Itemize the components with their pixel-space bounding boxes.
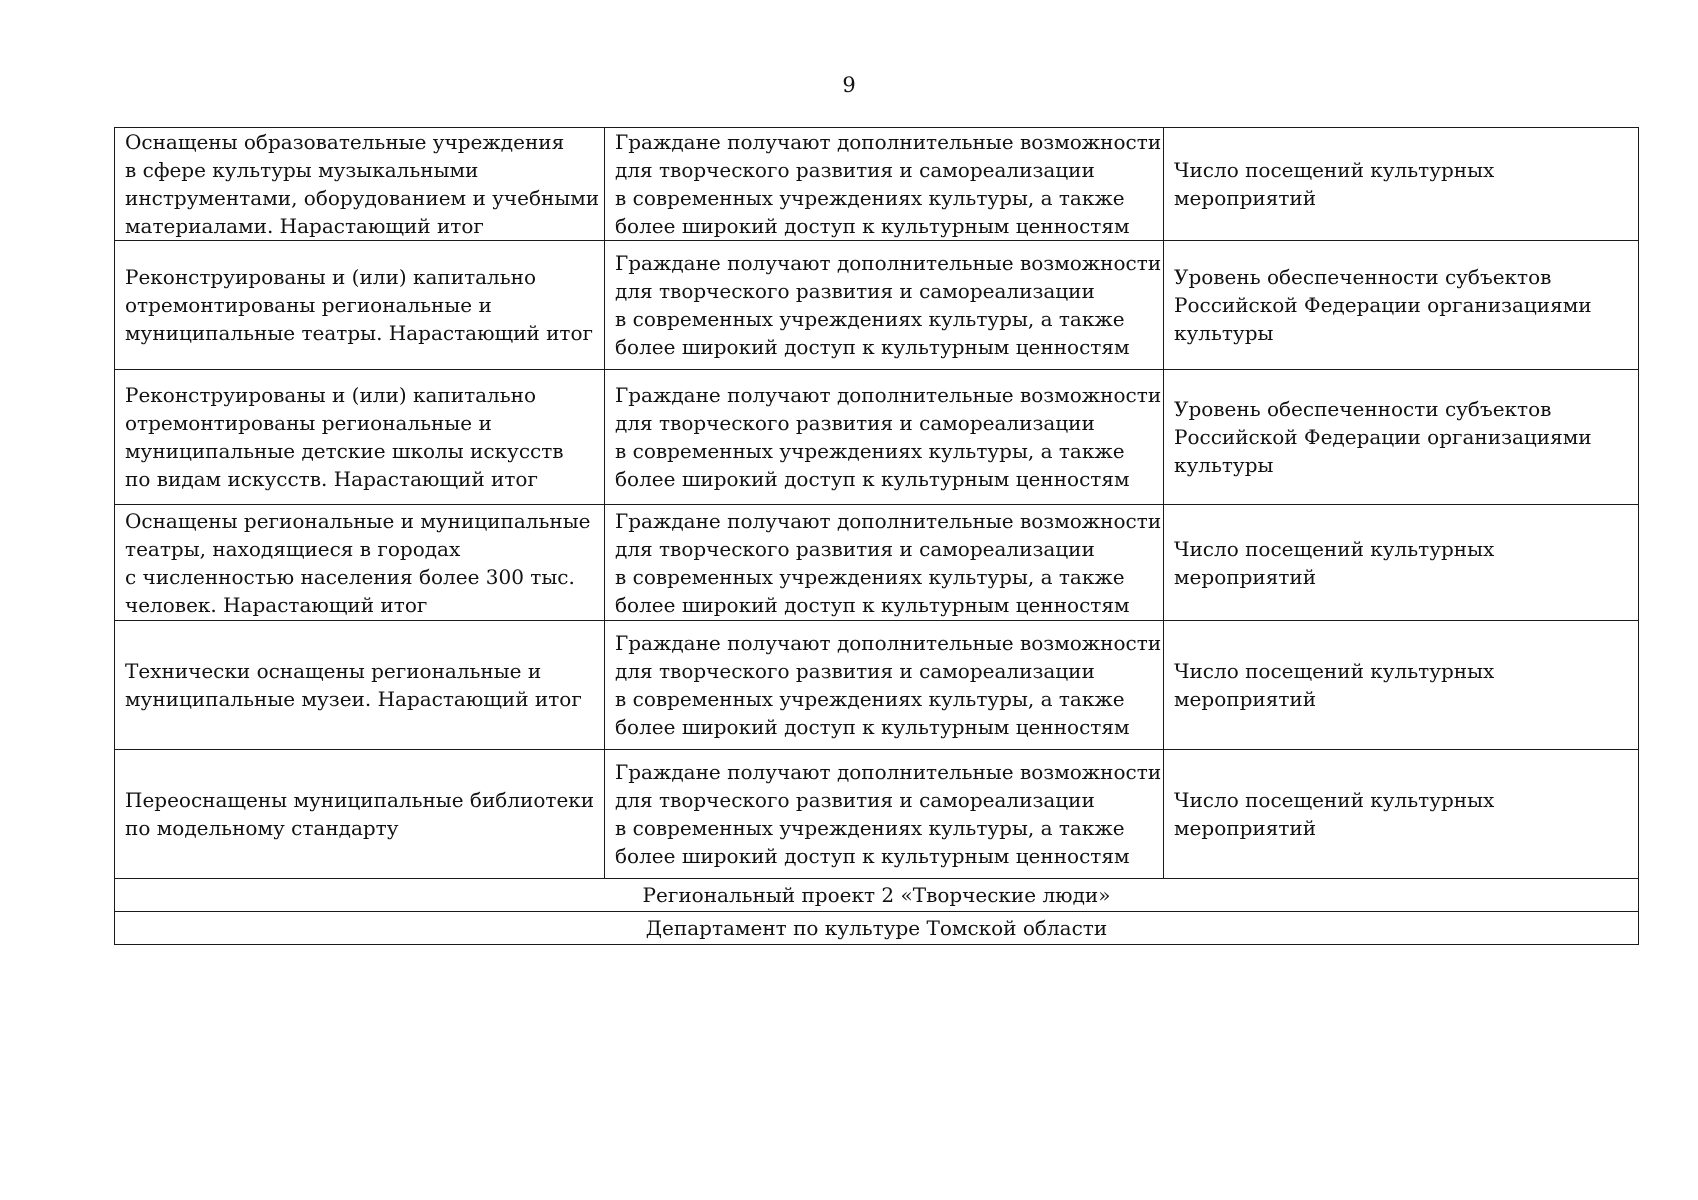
cell-line: более широкий доступ к культурным ценностям bbox=[615, 592, 1130, 617]
cell-line: в сфере культуры музыкальными bbox=[125, 158, 479, 182]
table-row bbox=[115, 621, 1639, 750]
cell-line: по видам искусств. Нарастающий итог bbox=[125, 467, 538, 491]
cell-line: для творческого развития и самореализации bbox=[615, 279, 1095, 303]
cell-line: Реконструированы и (или) капитально bbox=[125, 383, 537, 407]
cell-line: Граждане получают дополнительные возможности bbox=[615, 251, 1162, 275]
result-cell bbox=[115, 505, 605, 621]
cell-line: отремонтированы региональные и bbox=[125, 411, 492, 435]
cell-line: Переоснащены муниципальные библиотеки bbox=[125, 788, 595, 812]
cell-line: отремонтированы региональные и bbox=[125, 293, 492, 317]
cell-line: муниципальные театры. Нарастающий итог bbox=[125, 321, 594, 345]
cell-line: Число посещений культурных bbox=[1174, 788, 1495, 812]
cell-line: мероприятий bbox=[1174, 816, 1317, 840]
cell-line: для творческого развития и самореализации bbox=[615, 788, 1095, 812]
cell-line: по модельному стандарту bbox=[125, 816, 399, 840]
cell-line: более широкий доступ к культурным ценностям bbox=[615, 335, 1130, 359]
cell-line: Оснащены образовательные учреждения bbox=[125, 130, 565, 154]
cell-line: муниципальные детские школы искусств bbox=[125, 439, 564, 463]
indicator-cell bbox=[1164, 370, 1639, 505]
cell-line: в современных учреждениях культуры, а также bbox=[615, 687, 1125, 711]
effect-cell bbox=[605, 621, 1164, 750]
cell-line: муниципальные музеи. Нарастающий итог bbox=[125, 687, 582, 711]
result-cell bbox=[115, 621, 605, 750]
indicator-cell bbox=[1164, 241, 1639, 370]
cell-line: Число посещений культурных bbox=[1174, 536, 1495, 561]
cell-line: Технически оснащены региональные и bbox=[125, 659, 542, 683]
cell-line: для творческого развития и самореализации bbox=[615, 411, 1095, 435]
cell-line: Российской Федерации организациями bbox=[1174, 425, 1592, 449]
result-cell bbox=[115, 241, 605, 370]
cell-line: в современных учреждениях культуры, а также bbox=[615, 186, 1125, 210]
cell-line: в современных учреждениях культуры, а также bbox=[615, 307, 1125, 331]
cell-line: более широкий доступ к культурным ценностям bbox=[615, 214, 1130, 238]
cell-line: для творческого развития и самореализации bbox=[615, 536, 1095, 561]
cell-line: Граждане получают дополнительные возможности bbox=[615, 508, 1162, 533]
result-cell bbox=[115, 370, 605, 505]
page-number: 9 bbox=[842, 73, 856, 97]
indicator-cell bbox=[1164, 128, 1639, 241]
department-name: Департамент по культуре Томской области bbox=[115, 912, 1639, 945]
cell-line: с численностью населения более 300 тыс. bbox=[125, 564, 575, 589]
cell-line: более широкий доступ к культурным ценностям bbox=[615, 715, 1130, 739]
table-row bbox=[115, 128, 1639, 241]
department-row bbox=[115, 912, 1639, 945]
cell-line: Число посещений культурных bbox=[1174, 659, 1495, 683]
cell-line: мероприятий bbox=[1174, 687, 1317, 711]
table-row bbox=[115, 241, 1639, 370]
cell-line: мероприятий bbox=[1174, 186, 1317, 210]
cell-line: инструментами, оборудованием и учебными bbox=[125, 186, 600, 210]
indicator-cell bbox=[1164, 750, 1639, 879]
results-table bbox=[114, 127, 1639, 945]
effect-cell bbox=[605, 370, 1164, 505]
cell-line: Российской Федерации организациями bbox=[1174, 293, 1592, 317]
cell-line: в современных учреждениях культуры, а также bbox=[615, 439, 1125, 463]
cell-line: для творческого развития и самореализации bbox=[615, 158, 1095, 182]
effect-cell bbox=[605, 505, 1164, 621]
cell-line: театры, находящиеся в городах bbox=[125, 536, 461, 561]
table-row bbox=[115, 750, 1639, 879]
cell-line: Реконструированы и (или) капитально bbox=[125, 265, 537, 289]
cell-line: Уровень обеспеченности субъектов bbox=[1174, 265, 1552, 289]
result-cell bbox=[115, 128, 605, 241]
cell-line: мероприятий bbox=[1174, 564, 1317, 589]
cell-line: культуры bbox=[1174, 453, 1274, 477]
cell-line: человек. Нарастающий итог bbox=[125, 592, 428, 617]
cell-line: Граждане получают дополнительные возможности bbox=[615, 631, 1162, 655]
cell-line: в современных учреждениях культуры, а также bbox=[615, 564, 1125, 589]
effect-cell bbox=[605, 750, 1164, 879]
effect-cell bbox=[605, 128, 1164, 241]
table-row bbox=[115, 505, 1639, 621]
cell-line: Число посещений культурных bbox=[1174, 158, 1495, 182]
cell-line: Уровень обеспеченности субъектов bbox=[1174, 397, 1552, 421]
cell-line: Граждане получают дополнительные возможности bbox=[615, 760, 1162, 784]
cell-line: Граждане получают дополнительные возможности bbox=[615, 383, 1162, 407]
effect-cell bbox=[605, 241, 1164, 370]
cell-line: более широкий доступ к культурным ценностям bbox=[615, 844, 1130, 868]
indicator-cell bbox=[1164, 621, 1639, 750]
cell-line: для творческого развития и самореализации bbox=[615, 659, 1095, 683]
cell-line: в современных учреждениях культуры, а также bbox=[615, 816, 1125, 840]
cell-line: Граждане получают дополнительные возможности bbox=[615, 130, 1162, 154]
indicator-cell bbox=[1164, 505, 1639, 621]
project-title: Региональный проект 2 «Творческие люди» bbox=[115, 879, 1639, 912]
result-cell bbox=[115, 750, 605, 879]
table-row bbox=[115, 370, 1639, 505]
project-title-row bbox=[115, 879, 1639, 912]
cell-line: более широкий доступ к культурным ценностям bbox=[615, 467, 1130, 491]
cell-line: материалами. Нарастающий итог bbox=[125, 214, 484, 238]
cell-line: культуры bbox=[1174, 321, 1274, 345]
cell-line: Оснащены региональные и муниципальные bbox=[125, 508, 591, 533]
